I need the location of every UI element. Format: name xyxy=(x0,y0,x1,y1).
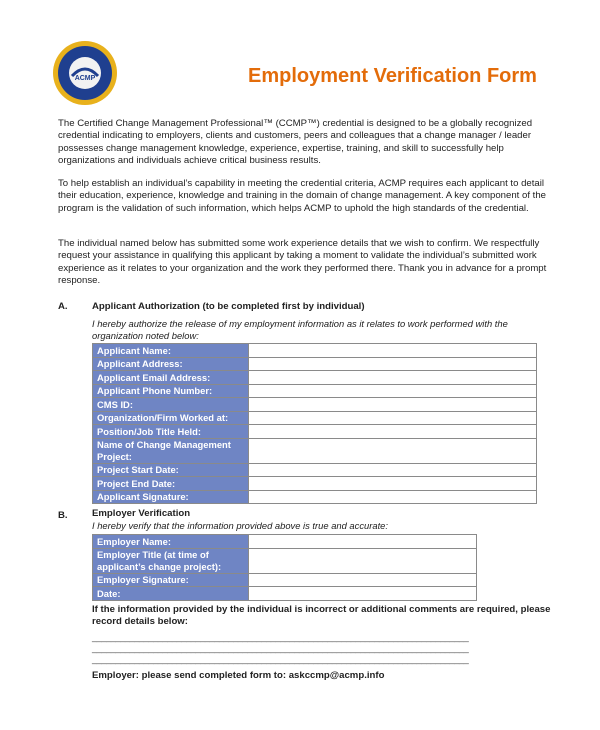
field-label: Applicant Phone Number: xyxy=(93,384,249,398)
intro-paragraph-3: The individual named below has submitted some work experience details that we wish to confirm. We respectfully request your assistance in qualifying this applicant by taking a moment to validate the individual’s submitted work experience as it relates to your organization and the work they performed there. Thank you in advance for a prompt response. xyxy=(58,238,547,287)
field-label: CMS ID: xyxy=(93,398,249,412)
table-row xyxy=(93,490,537,504)
project-end-date-field[interactable] xyxy=(249,477,537,491)
position-field[interactable] xyxy=(249,425,537,439)
applicant-name-field[interactable] xyxy=(249,344,537,358)
applicant-address-field[interactable] xyxy=(249,357,537,371)
applicant-phone-field[interactable] xyxy=(249,384,537,398)
field-label: Employer Name: xyxy=(93,535,249,549)
field-label: Project End Date: xyxy=(93,477,249,491)
employer-title-field[interactable] xyxy=(249,548,477,573)
field-label: Organization/Firm Worked at: xyxy=(93,411,249,425)
section-a-letter: A. xyxy=(58,301,68,312)
table-row xyxy=(93,587,477,601)
section-a-title: Applicant Authorization (to be completed first by individual) xyxy=(92,301,365,312)
applicant-signature-field[interactable] xyxy=(249,490,537,504)
comment-line[interactable]: ________________________________________________________________________________ xyxy=(92,654,469,664)
comments-note: If the information provided by the individual is incorrect or additional comments are required, please record details below: xyxy=(92,604,551,628)
table-row xyxy=(93,384,537,398)
employer-table xyxy=(92,534,477,601)
section-a-subtitle: I hereby authorize the release of my employment information as it relates to work performed with the organization noted below: xyxy=(92,318,508,342)
table-row xyxy=(93,398,537,412)
applicant-email-field[interactable] xyxy=(249,371,537,385)
applicant-table xyxy=(92,343,537,504)
table-row xyxy=(93,463,537,477)
section-b-letter: B. xyxy=(58,510,68,521)
field-label: Applicant Email Address: xyxy=(93,371,249,385)
table-row xyxy=(93,344,537,358)
table-row xyxy=(93,438,537,463)
comment-line[interactable]: ________________________________________________________________________________ xyxy=(92,643,469,653)
section-b-subtitle: I hereby verify that the information provided above is true and accurate: xyxy=(92,520,388,531)
acmp-logo xyxy=(52,40,118,106)
table-row xyxy=(93,411,537,425)
field-label: Position/Job Title Held: xyxy=(93,425,249,439)
footer-instructions: Employer: please send completed form to: askccmp@acmp.info xyxy=(92,670,385,681)
comment-line[interactable]: ________________________________________________________________________________ xyxy=(92,632,469,642)
table-row xyxy=(93,357,537,371)
employer-name-field[interactable] xyxy=(249,535,477,549)
field-label: Project Start Date: xyxy=(93,463,249,477)
field-label: Applicant Address: xyxy=(93,357,249,371)
field-label: Employer Title (at time of applicant’s change project): xyxy=(93,548,249,573)
organization-field[interactable] xyxy=(249,411,537,425)
table-row xyxy=(93,371,537,385)
field-label: Date: xyxy=(93,587,249,601)
intro-paragraph-1: The Certified Change Management Professional™ (CCMP™) credential is designed to be a globally recognized credential indicating to employers, clients and customers, peers and colleagues that a change manager / leader possesses change management knowledge, experience, expertise, training, and skill to successfully help organizations and individuals achieve critical business results. xyxy=(58,118,533,167)
logo-center-text: ACMP xyxy=(74,75,96,82)
field-label: Employer Signature: xyxy=(93,573,249,587)
intro-paragraph-2: To help establish an individual’s capability in meeting the credential criteria, ACMP requires each applicant to detail their education, experience, knowledge and training in the domain of change management. A key component of the program is the validation of such information, which helps ACMP to uphold the high standards of the credential. xyxy=(58,178,547,214)
project-start-date-field[interactable] xyxy=(249,463,537,477)
field-label: Applicant Signature: xyxy=(93,490,249,504)
table-row xyxy=(93,425,537,439)
project-name-field[interactable] xyxy=(249,438,537,463)
table-row xyxy=(93,535,477,549)
cms-id-field[interactable] xyxy=(249,398,537,412)
table-row xyxy=(93,548,477,573)
field-label: Applicant Name: xyxy=(93,344,249,358)
page-title: Employment Verification Form xyxy=(248,65,537,87)
section-b-title: Employer Verification xyxy=(92,508,191,519)
table-row xyxy=(93,573,477,587)
employer-signature-field[interactable] xyxy=(249,573,477,587)
table-row xyxy=(93,477,537,491)
comment-lines[interactable] xyxy=(92,632,468,665)
date-field[interactable] xyxy=(249,587,477,601)
field-label: Name of Change Management Project: xyxy=(93,438,249,463)
